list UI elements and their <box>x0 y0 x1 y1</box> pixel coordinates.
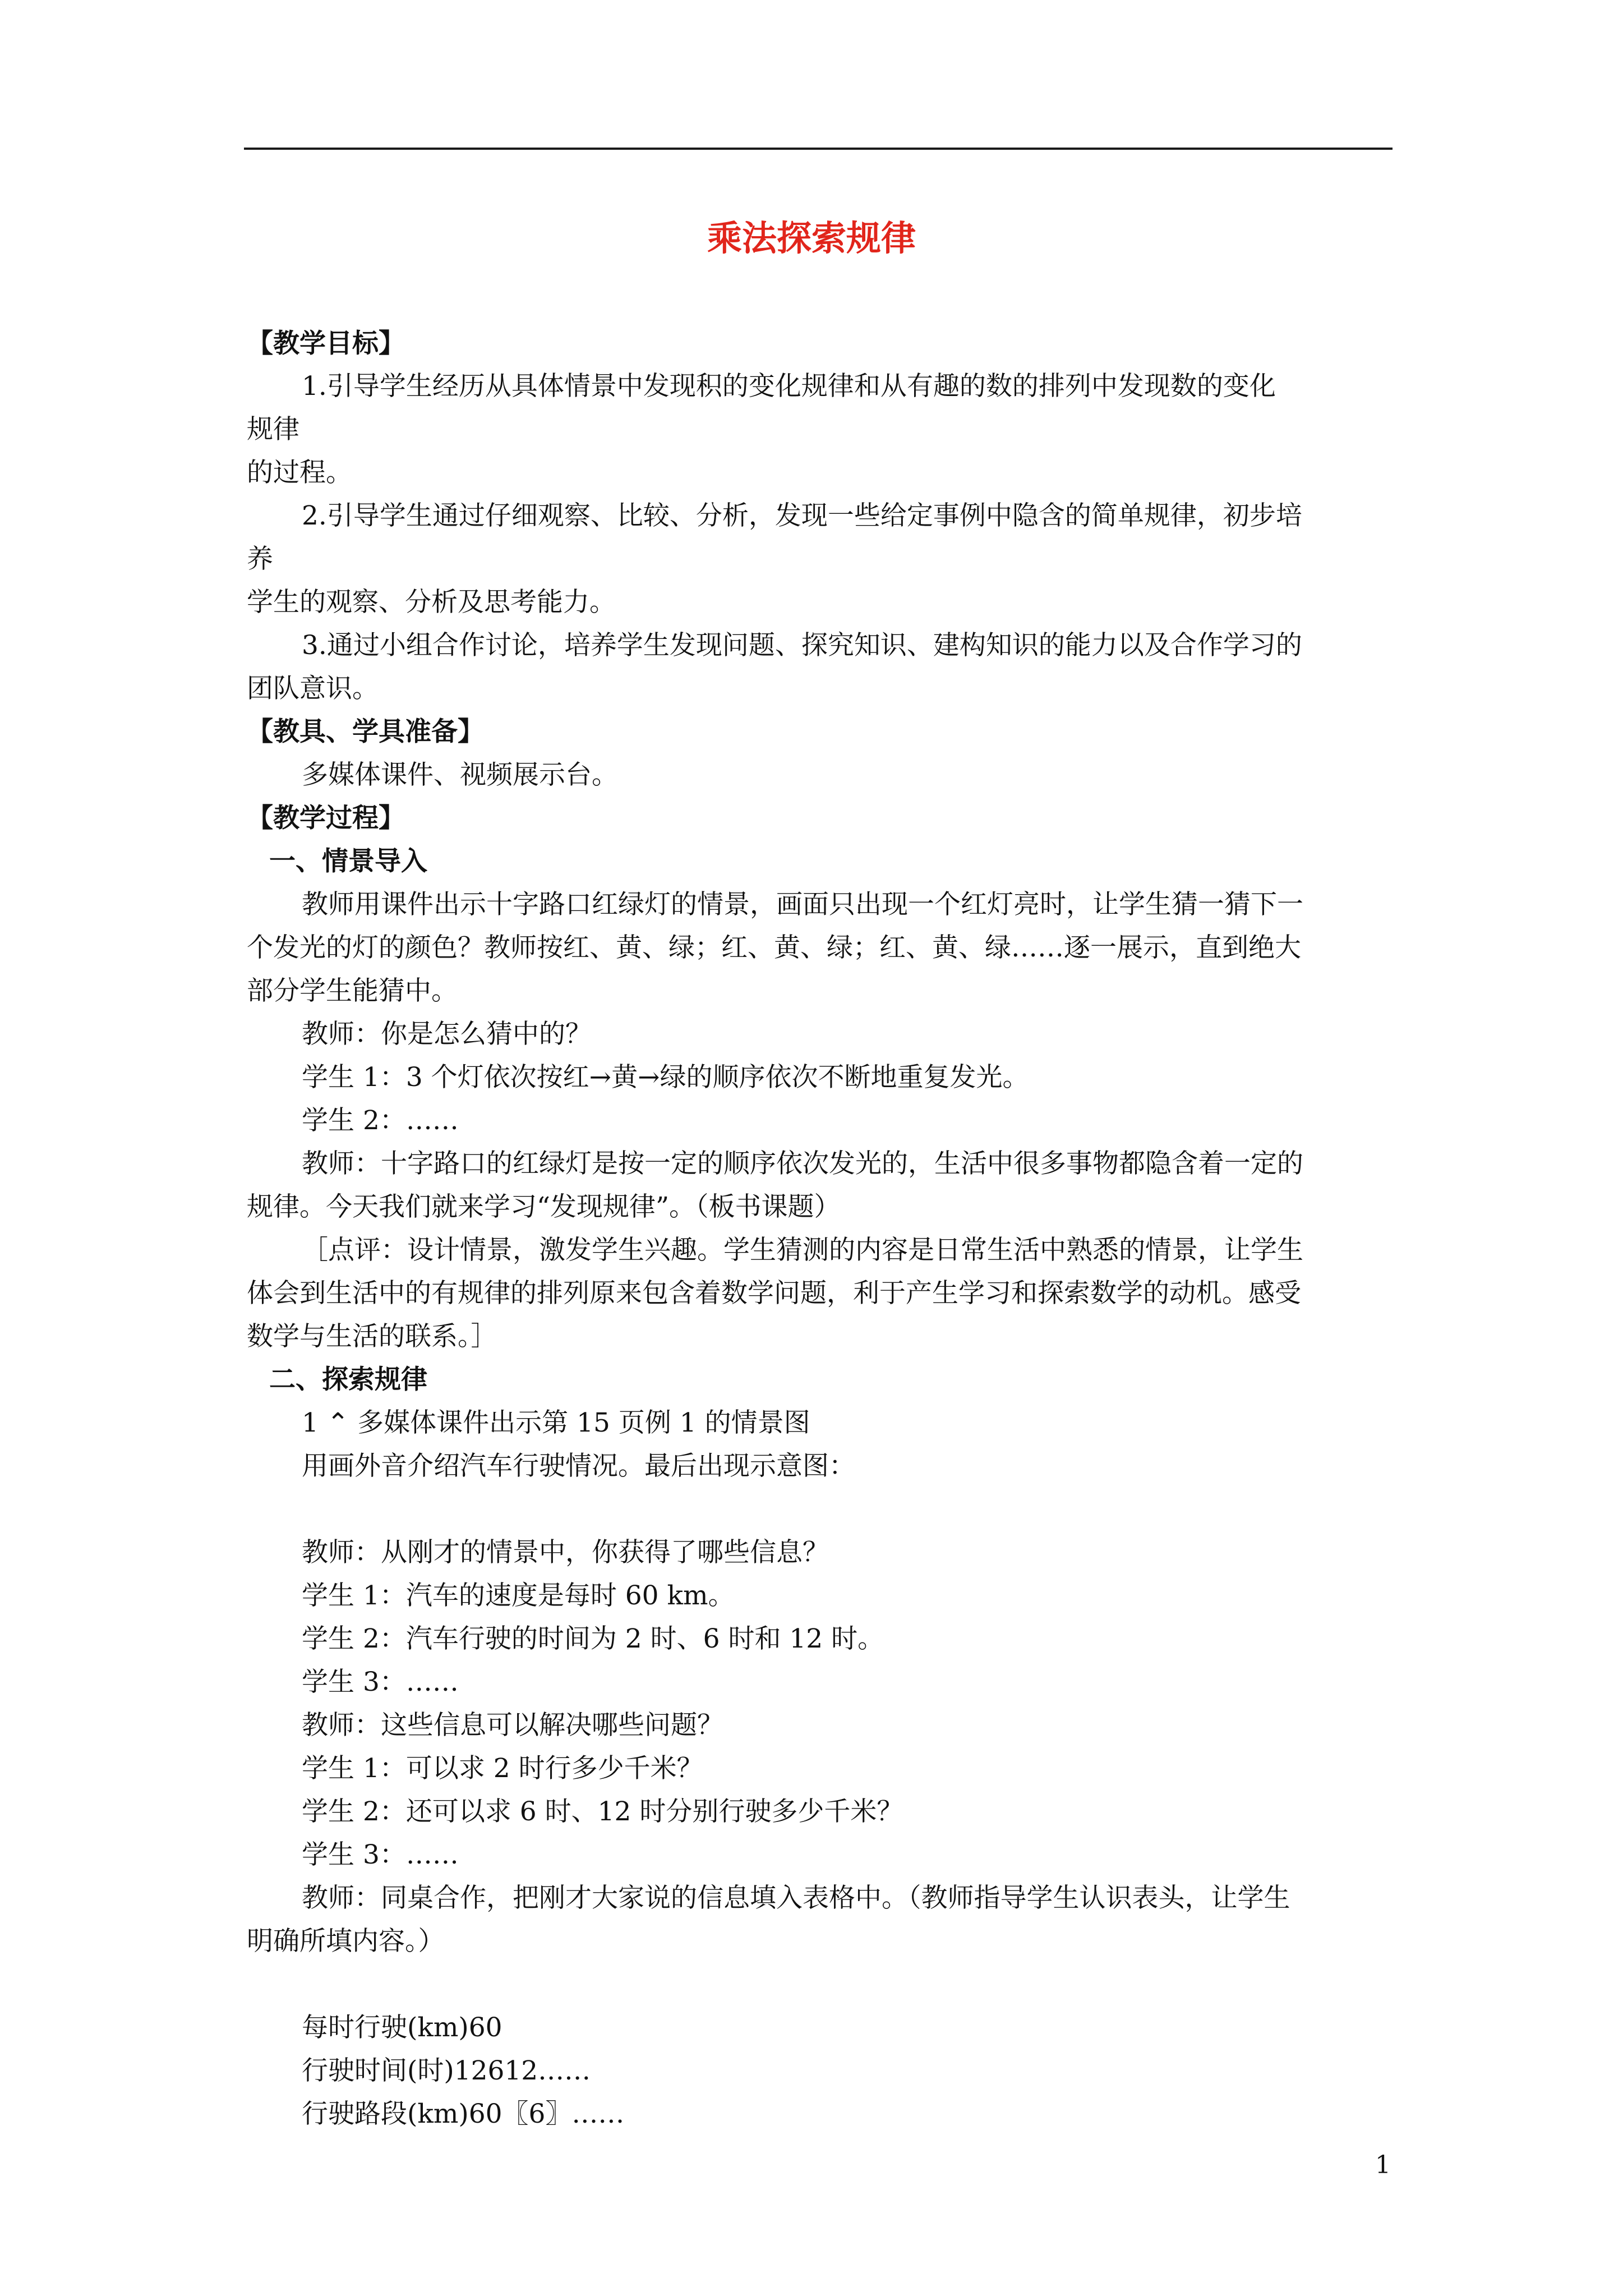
paragraph: 教师：你是怎么猜中的？ <box>302 1019 592 1050</box>
paragraph: 学生 2：汽车行驶的时间为 2 时、6 时和 12 时。 <box>302 1623 884 1654</box>
paragraph: 的过程。 <box>247 457 352 488</box>
paragraph: 1.引导学生经历从具体情景中发现积的变化规律和从有趣的数的排列中发现数的变化 <box>302 371 1276 402</box>
table-row-time: 行驶时间(时)12612…… <box>302 2055 591 2086</box>
page-title: 乘法探索规律 <box>707 218 916 259</box>
paragraph: 学生 2：还可以求 6 时、12 时分别行驶多少千米？ <box>302 1796 903 1827</box>
paragraph: 教师：这些信息可以解决哪些问题？ <box>302 1710 723 1741</box>
paragraph: 用画外音介绍汽车行驶情况。最后出现示意图： <box>302 1451 855 1481</box>
header-rule <box>244 148 1393 150</box>
paragraph: 学生 1：可以求 2 时行多少千米？ <box>302 1753 703 1784</box>
comment: ［点评：设计情景，激发学生兴趣。学生猜测的内容是日常生活中熟悉的情景，让学生 <box>302 1235 1303 1266</box>
heading-materials: 【教具、学具准备】 <box>247 716 484 747</box>
paragraph: 团队意识。 <box>247 673 379 704</box>
paragraph: 学生 3：…… <box>302 1667 459 1697</box>
table-row-speed: 每时行驶(km)60 <box>302 2012 502 2043</box>
page-number: 1 <box>1375 2151 1391 2179</box>
paragraph: 多媒体课件、视频展示台。 <box>302 760 618 790</box>
paragraph: 规律。今天我们就来学习“发现规律”。（板书课题） <box>247 1191 841 1222</box>
comment: 数学与生活的联系。］ <box>247 1321 497 1352</box>
table-row-distance: 行驶路段(km)60〖6〗…… <box>302 2099 625 2129</box>
section-heading-2: 二、探索规律 <box>269 1364 427 1395</box>
paragraph: 教师：十字路口的红绿灯是按一定的顺序依次发光的，生活中很多事物都隐含着一定的 <box>302 1148 1303 1179</box>
paragraph: 学生 3：…… <box>302 1839 459 1870</box>
heading-process: 【教学过程】 <box>247 803 405 834</box>
paragraph: 学生的观察、分析及思考能力。 <box>247 587 616 618</box>
paragraph: 3.通过小组合作讨论，培养学生发现问题、探究知识、建构知识的能力以及合作学习的 <box>302 630 1302 661</box>
paragraph: 1 ⌃ 多媒体课件出示第 15 页例 1 的情景图 <box>302 1407 810 1438</box>
paragraph: 规律 <box>247 414 299 445</box>
paragraph: 明确所填内容。） <box>247 1926 445 1957</box>
paragraph: 个发光的灯的颜色？教师按红、黄、绿；红、黄、绿；红、黄、绿……逐一展示，直到绝大 <box>247 932 1301 963</box>
paragraph: 教师用课件出示十字路口红绿灯的情景，画面只出现一个红灯亮时，让学生猜一猜下一 <box>302 889 1303 920</box>
paragraph: 教师：从刚才的情景中，你获得了哪些信息？ <box>302 1537 829 1568</box>
paragraph: 部分学生能猜中。 <box>247 976 458 1006</box>
heading-goals: 【教学目标】 <box>247 328 405 359</box>
paragraph: 学生 1：汽车的速度是每时 60 km。 <box>302 1580 735 1611</box>
section-heading-1: 一、情景导入 <box>269 846 427 877</box>
paragraph: 养 <box>247 544 273 574</box>
paragraph: 2.引导学生通过仔细观察、比较、分析，发现一些给定事例中隐含的简单规律，初步培 <box>302 500 1302 531</box>
paragraph: 学生 1：3 个灯依次按红→黄→绿的顺序依次不断地重复发光。 <box>302 1062 1029 1093</box>
paragraph: 教师：同桌合作，把刚才大家说的信息填入表格中。（教师指导学生认识表头，让学生 <box>302 1883 1290 1913</box>
paragraph: 学生 2：…… <box>302 1105 459 1136</box>
comment: 体会到生活中的有规律的排列原来包含着数学问题，利于产生学习和探索数学的动机。感受 <box>247 1278 1301 1309</box>
